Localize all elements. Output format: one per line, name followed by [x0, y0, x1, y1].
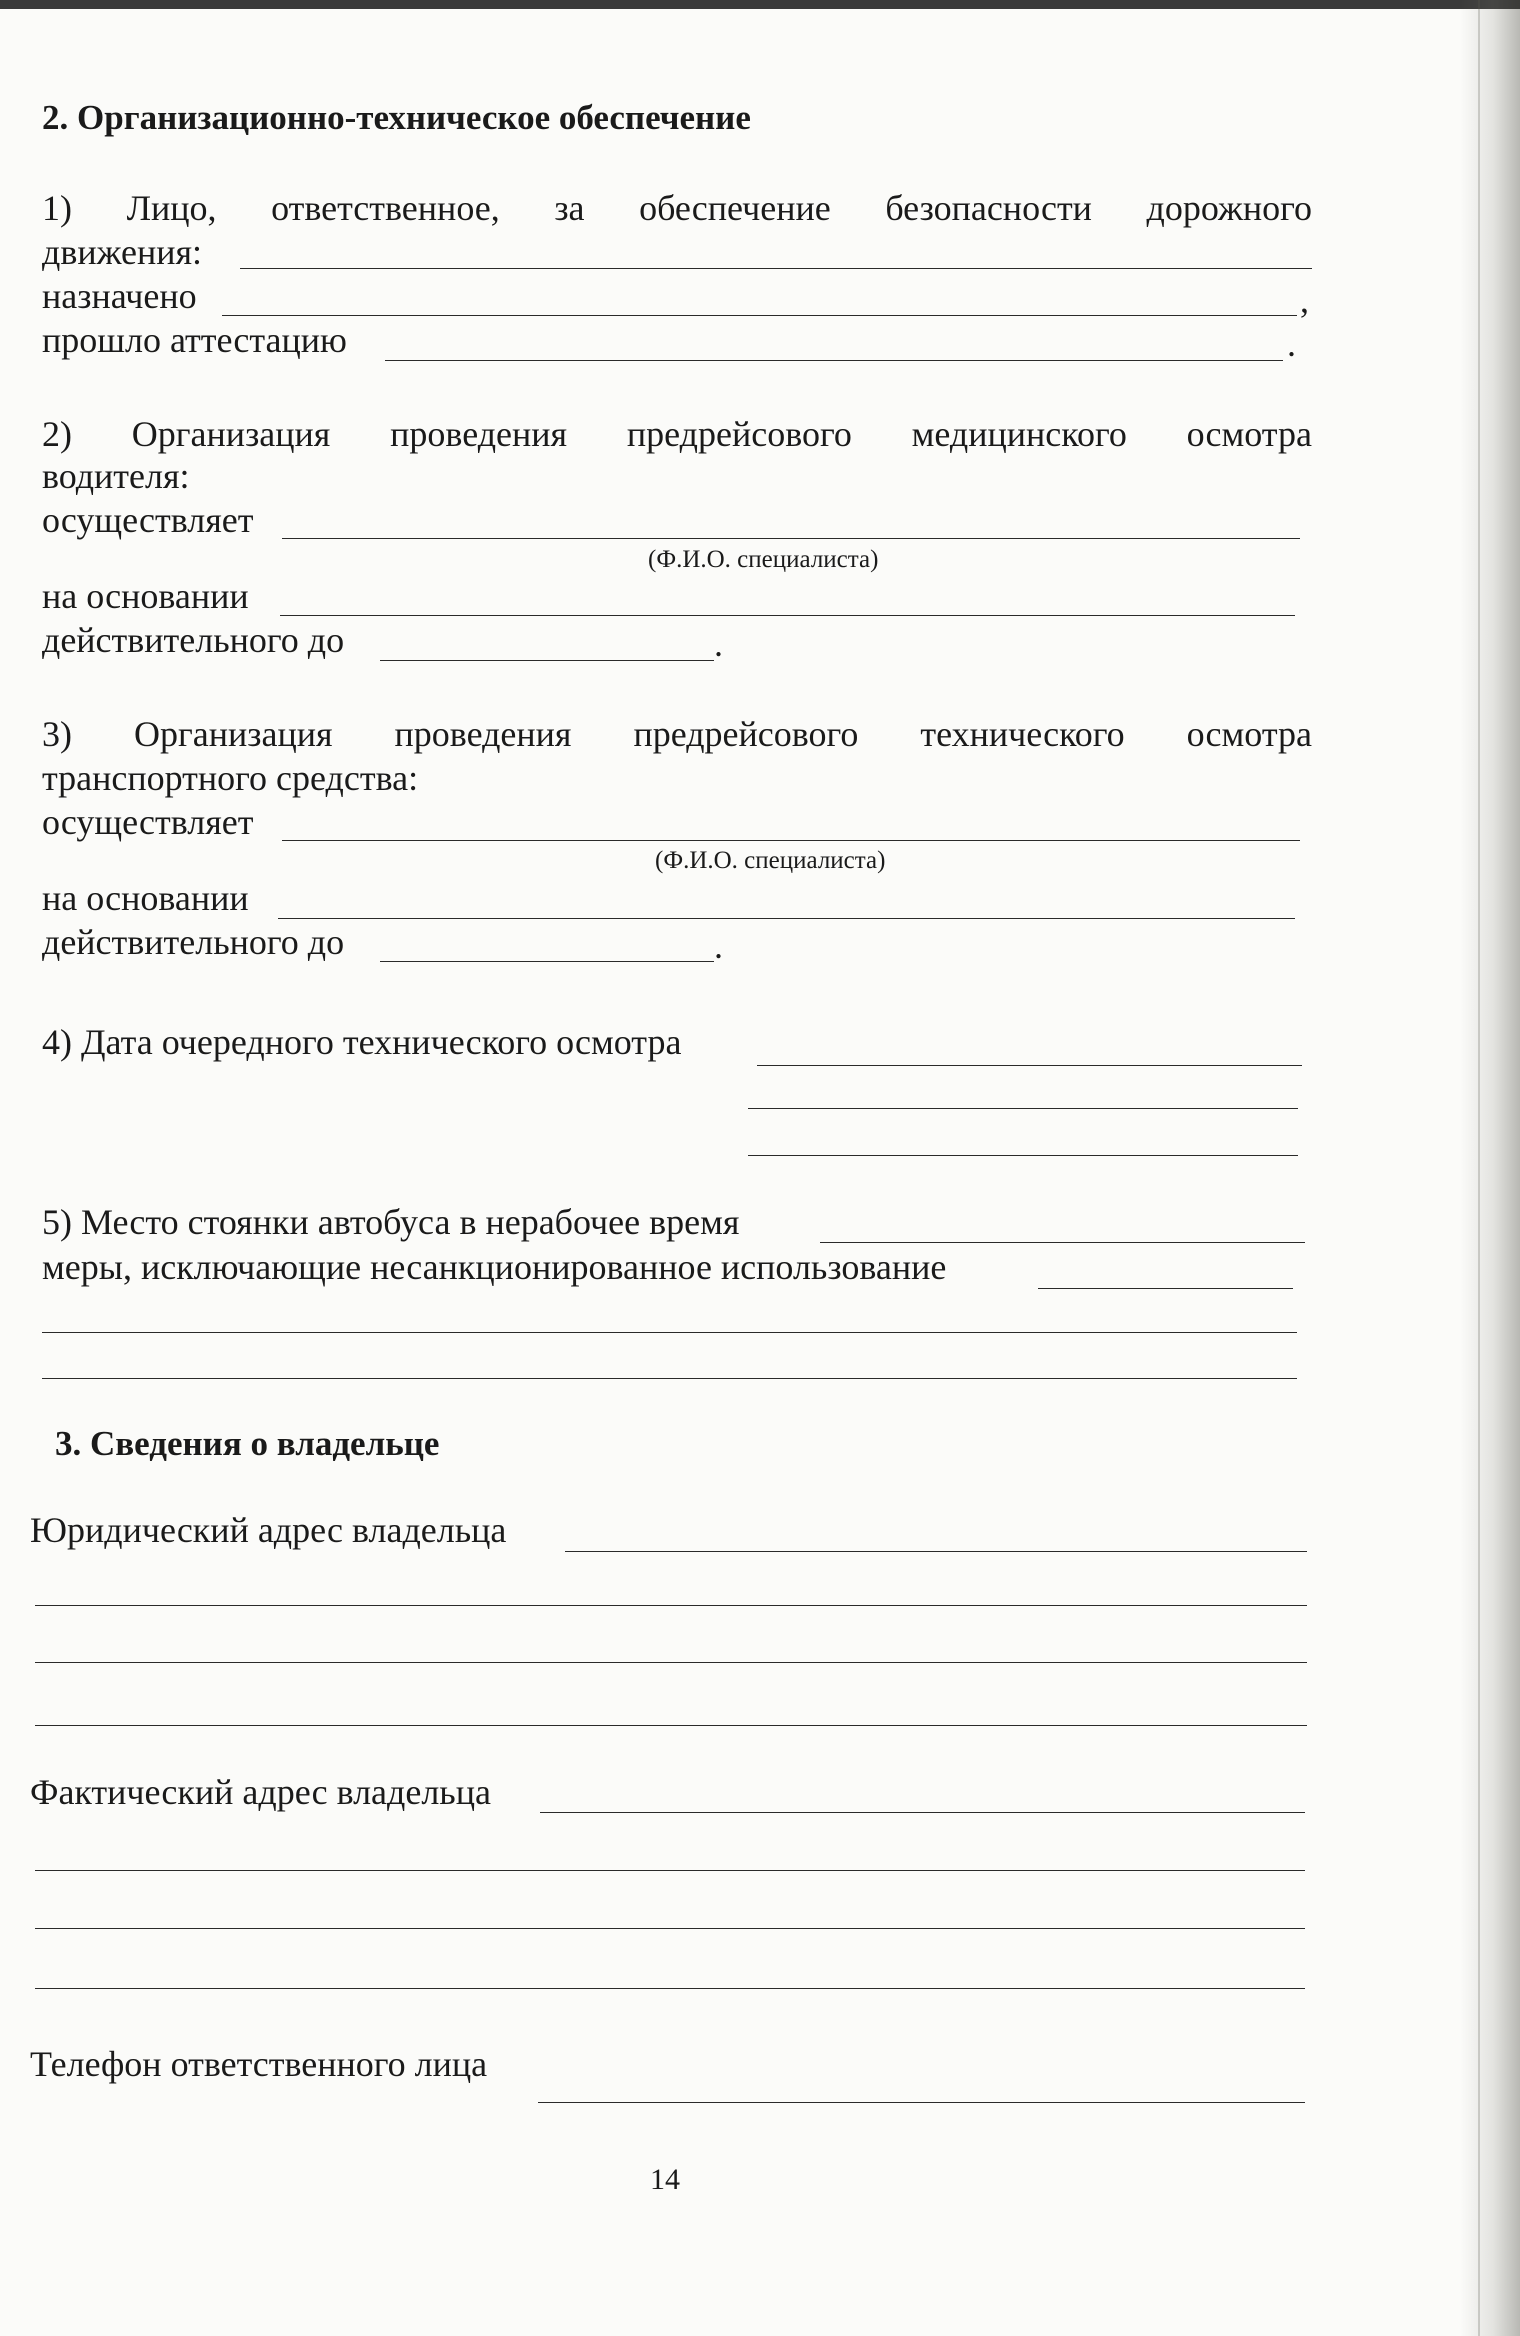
actual-address-field-3[interactable] [35, 1928, 1305, 1929]
justified-word: осмотра [1186, 414, 1312, 454]
justified-word: медицинского [911, 414, 1127, 454]
section-3-title: 3. Сведения о владельце [55, 1424, 440, 1463]
justified-word: предрейсового [626, 414, 852, 454]
justified-word: дорожного [1146, 188, 1312, 228]
legal-address-field-1[interactable] [565, 1551, 1307, 1552]
technical-basis-field[interactable] [278, 918, 1295, 919]
scan-right-shadow [1460, 0, 1520, 2336]
technical-specialist-field[interactable] [282, 840, 1300, 841]
certified-label: прошло аттестацию [42, 320, 347, 360]
next-inspection-field-1[interactable] [757, 1065, 1302, 1066]
justified-word: безопасности [885, 188, 1092, 228]
justified-word: обеспечение [639, 188, 831, 228]
justified-word: 2) [42, 414, 72, 454]
technical-valid-until-field[interactable] [380, 961, 714, 962]
medical-specialist-field[interactable] [282, 538, 1300, 539]
item-3-line2: транспортного средства: [42, 758, 419, 798]
assigned-field[interactable] [222, 315, 1297, 316]
item-1-first-line [42, 186, 1312, 230]
justified-word: 3) [42, 714, 72, 754]
valid-period: . [714, 926, 723, 966]
actual-address-field-1[interactable] [540, 1812, 1305, 1813]
basis-label: на основании [42, 576, 249, 616]
specialist-caption: (Ф.И.О. специалиста) [648, 546, 879, 573]
justified-word: предрейсового [633, 714, 859, 754]
measures-field-1[interactable] [1038, 1288, 1293, 1289]
actual-address-label: Фактический адрес владельца [30, 1772, 491, 1812]
scan-fold-line [1478, 0, 1480, 2336]
page-number: 14 [650, 2163, 680, 2196]
item-2-first-line [42, 412, 1312, 456]
justified-word: технического [920, 714, 1125, 754]
measures-field-2[interactable] [42, 1332, 1297, 1333]
certified-period: . [1287, 324, 1296, 364]
assigned-label: назначено [42, 276, 197, 316]
actual-address-field-2[interactable] [35, 1870, 1305, 1871]
performs-label: осуществляет [42, 802, 254, 842]
certified-field[interactable] [385, 360, 1283, 361]
next-inspection-field-3[interactable] [748, 1155, 1298, 1156]
legal-address-field-4[interactable] [35, 1725, 1307, 1726]
justified-word: Организация [131, 414, 331, 454]
assigned-comma: , [1300, 280, 1309, 320]
responsible-person-field[interactable] [240, 268, 1312, 269]
section-2-title: 2. Организационно-техническое обеспечение [42, 98, 751, 137]
legal-address-field-2[interactable] [35, 1605, 1307, 1606]
phone-field[interactable] [538, 2102, 1305, 2103]
justified-word: за [554, 188, 585, 228]
justified-word: Организация [133, 714, 333, 754]
scan-top-edge [0, 0, 1520, 9]
justified-word: 1) [42, 188, 72, 228]
valid-label: действительного до [42, 620, 345, 660]
justified-word: проведения [390, 414, 568, 454]
legal-address-label: Юридический адрес владельца [30, 1510, 507, 1550]
legal-address-field-3[interactable] [35, 1662, 1307, 1663]
medical-basis-field[interactable] [280, 615, 1295, 616]
justified-word: Лицо, [126, 188, 217, 228]
measures-field-3[interactable] [42, 1378, 1297, 1379]
specialist-caption: (Ф.И.О. специалиста) [655, 847, 886, 874]
parking-place-field[interactable] [820, 1242, 1305, 1243]
item-1-line2: движения: [42, 232, 203, 272]
measures-label: меры, исключающие несанкционированное использование [42, 1247, 947, 1287]
next-inspection-field-2[interactable] [748, 1108, 1298, 1109]
performs-label: осуществляет [42, 500, 254, 540]
next-inspection-label: 4) Дата очередного технического осмотра [42, 1022, 682, 1062]
medical-valid-until-field[interactable] [380, 660, 714, 661]
valid-label: действительного до [42, 922, 345, 962]
item-3-first-line [42, 712, 1312, 756]
justified-word: ответственное, [271, 188, 500, 228]
actual-address-field-4[interactable] [35, 1988, 1305, 1989]
parking-label: 5) Место стоянки автобуса в нерабочее время [42, 1202, 740, 1242]
item-2-line2: водителя: [42, 456, 190, 496]
justified-word: проведения [394, 714, 572, 754]
justified-word: осмотра [1186, 714, 1312, 754]
basis-label: на основании [42, 878, 249, 918]
phone-label: Телефон ответственного лица [30, 2044, 488, 2084]
valid-period: . [714, 624, 723, 664]
